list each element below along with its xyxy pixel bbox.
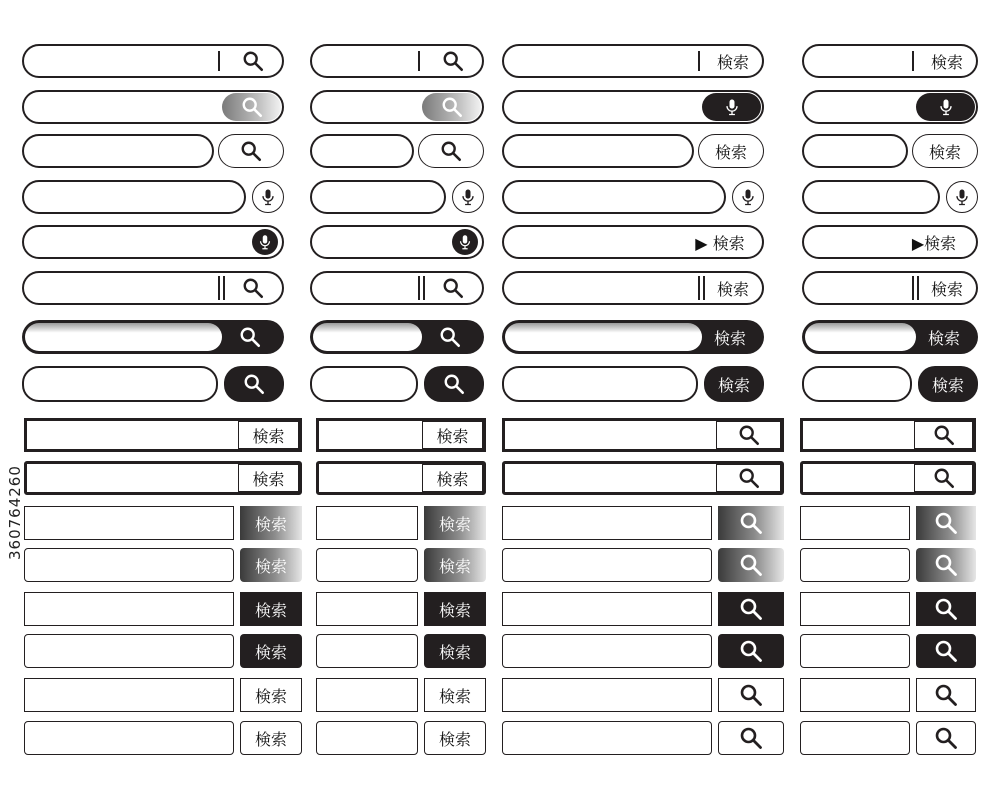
- search-input[interactable]: [800, 678, 910, 712]
- search-button[interactable]: [418, 134, 484, 168]
- search-button[interactable]: [422, 44, 484, 78]
- search-input[interactable]: [22, 225, 284, 259]
- search-input[interactable]: [502, 548, 712, 582]
- search-bar: [310, 271, 484, 305]
- divider: [912, 51, 914, 71]
- search-bar: [316, 634, 486, 668]
- microphone-icon: [722, 97, 742, 117]
- magnifier-icon: [933, 424, 955, 446]
- search-bar: [800, 418, 976, 452]
- search-button[interactable]: [238, 421, 299, 449]
- search-bar: [800, 678, 976, 712]
- search-input[interactable]: [505, 323, 702, 351]
- search-input[interactable]: [502, 506, 712, 540]
- search-button[interactable]: [718, 592, 784, 626]
- button-label: 検索: [438, 514, 471, 534]
- search-input[interactable]: [502, 721, 712, 755]
- button-label: 検索: [716, 52, 749, 72]
- magnifier-icon: [739, 639, 763, 663]
- magnifier-icon: [239, 326, 261, 348]
- search-button[interactable]: [222, 44, 284, 78]
- magnifier-icon: [934, 511, 958, 535]
- search-bar: [502, 418, 784, 452]
- search-bar: [800, 461, 976, 495]
- search-input[interactable]: [800, 506, 910, 540]
- search-input[interactable]: [502, 678, 712, 712]
- search-input[interactable]: [316, 548, 418, 582]
- magnifier-icon: [739, 726, 763, 750]
- microphone-icon: [258, 187, 278, 207]
- search-button[interactable]: [718, 678, 784, 712]
- magnifier-icon: [443, 373, 465, 395]
- search-bar: [22, 320, 284, 354]
- button-label: 検索: [436, 426, 469, 446]
- search-input[interactable]: [800, 548, 910, 582]
- search-input[interactable]: [802, 366, 912, 402]
- magnifier-icon: [934, 639, 958, 663]
- search-bar: [800, 721, 976, 755]
- search-bar: [316, 506, 486, 540]
- search-button[interactable]: [422, 421, 483, 449]
- divider: [218, 276, 220, 300]
- search-bar: [22, 225, 284, 259]
- magnifier-icon: [242, 50, 264, 72]
- button-label: 検索: [717, 375, 750, 395]
- search-bar: [502, 634, 784, 668]
- search-input[interactable]: [800, 634, 910, 668]
- magnifier-icon: [442, 277, 464, 299]
- search-button[interactable]: [718, 506, 784, 540]
- button-label: 検索: [254, 600, 287, 620]
- search-input[interactable]: [22, 180, 246, 214]
- search-button[interactable]: [718, 548, 784, 582]
- search-bar: [24, 506, 302, 540]
- button-label: 検索: [438, 600, 471, 620]
- search-button[interactable]: [916, 548, 976, 582]
- button-label: 検索: [438, 686, 471, 706]
- search-button[interactable]: [424, 548, 486, 582]
- search-input[interactable]: [800, 592, 910, 626]
- search-input[interactable]: [24, 721, 234, 755]
- search-input[interactable]: [802, 134, 908, 168]
- search-bar: [316, 461, 486, 495]
- search-input[interactable]: [316, 678, 418, 712]
- magnifier-icon: [739, 553, 763, 577]
- search-button[interactable]: [916, 93, 975, 121]
- search-button[interactable]: [422, 93, 481, 121]
- search-button[interactable]: [238, 464, 299, 492]
- search-button[interactable]: [718, 634, 784, 668]
- search-button[interactable]: [240, 548, 302, 582]
- search-input[interactable]: [310, 134, 414, 168]
- search-input[interactable]: [316, 721, 418, 755]
- search-bar: [310, 320, 484, 354]
- microphone-icon: [456, 233, 474, 251]
- button-label: 検索: [928, 142, 961, 162]
- search-bar: [802, 366, 978, 400]
- divider: [418, 276, 420, 300]
- search-bar: [802, 320, 978, 354]
- voice-search-button[interactable]: [452, 229, 478, 255]
- search-bar: [502, 180, 764, 214]
- search-bar: [502, 592, 784, 626]
- button-label: 検索: [438, 642, 471, 662]
- search-bar: [502, 225, 764, 259]
- search-bar: [800, 592, 976, 626]
- search-input[interactable]: [310, 180, 446, 214]
- magnifier-icon: [441, 96, 463, 118]
- magnifier-icon: [241, 96, 263, 118]
- search-input[interactable]: [800, 721, 910, 755]
- search-bar: [502, 366, 764, 400]
- search-button[interactable]: [914, 421, 973, 449]
- search-input[interactable]: [22, 134, 214, 168]
- magnifier-icon: [934, 683, 958, 707]
- search-input[interactable]: [24, 548, 234, 582]
- search-button[interactable]: [680, 225, 760, 259]
- button-label: 検索: [254, 556, 287, 576]
- voice-search-button[interactable]: [252, 229, 278, 255]
- magnifier-icon: [934, 553, 958, 577]
- search-button[interactable]: [424, 634, 486, 668]
- magnifier-icon: [439, 326, 461, 348]
- search-bar: [802, 90, 978, 124]
- search-input[interactable]: [25, 323, 222, 351]
- button-label: 検索: [931, 375, 964, 395]
- button-label: 検索: [254, 514, 287, 534]
- search-button[interactable]: [916, 271, 978, 305]
- search-button[interactable]: [716, 464, 781, 492]
- search-button[interactable]: [702, 320, 758, 354]
- search-input[interactable]: [502, 366, 698, 402]
- search-input[interactable]: [316, 506, 418, 540]
- search-button[interactable]: [718, 721, 784, 755]
- button-label: ▶ 検索: [695, 233, 745, 253]
- voice-search-button[interactable]: [732, 181, 764, 213]
- button-label: 検索: [930, 52, 963, 72]
- magnifier-icon: [242, 277, 264, 299]
- search-button[interactable]: [424, 366, 484, 402]
- search-bar: [502, 721, 784, 755]
- search-button[interactable]: [424, 592, 486, 626]
- search-input[interactable]: [24, 634, 234, 668]
- search-bar: [24, 634, 302, 668]
- search-button[interactable]: [222, 93, 281, 121]
- search-button[interactable]: [704, 366, 764, 402]
- search-bar: [22, 366, 284, 400]
- search-bar: [800, 548, 976, 582]
- search-bar: [310, 366, 484, 400]
- search-input[interactable]: [502, 134, 694, 168]
- search-bar: [502, 271, 764, 305]
- search-input[interactable]: [316, 592, 418, 626]
- search-bar: [316, 721, 486, 755]
- search-button[interactable]: [224, 366, 284, 402]
- search-bar: [502, 548, 784, 582]
- search-button[interactable]: [916, 634, 976, 668]
- search-button[interactable]: [222, 271, 284, 305]
- search-input[interactable]: [24, 678, 234, 712]
- search-input[interactable]: [24, 506, 234, 540]
- search-button[interactable]: [240, 592, 302, 626]
- search-button[interactable]: [702, 44, 764, 78]
- search-button[interactable]: [916, 320, 972, 354]
- button-label: 検索: [714, 142, 747, 162]
- search-button[interactable]: [422, 271, 484, 305]
- search-button[interactable]: [240, 506, 302, 540]
- search-input[interactable]: [502, 592, 712, 626]
- magnifier-icon: [739, 597, 763, 621]
- search-bar: [24, 548, 302, 582]
- button-label: 検索: [254, 686, 287, 706]
- divider: [698, 276, 700, 300]
- magnifier-icon: [243, 373, 265, 395]
- search-bar: [502, 506, 784, 540]
- magnifier-icon: [738, 467, 760, 489]
- divider: [218, 51, 220, 71]
- search-bar: [502, 678, 784, 712]
- search-bar: [316, 548, 486, 582]
- search-input[interactable]: [22, 366, 218, 402]
- button-label: ▶検索: [911, 233, 957, 253]
- search-button[interactable]: [422, 320, 478, 354]
- search-button[interactable]: [702, 271, 764, 305]
- search-input[interactable]: [310, 366, 418, 402]
- search-button[interactable]: [702, 93, 761, 121]
- button-label: 検索: [252, 426, 285, 446]
- button-label: 検索: [254, 642, 287, 662]
- search-bar: [310, 225, 484, 259]
- search-input[interactable]: [313, 323, 422, 351]
- search-bar: [316, 678, 486, 712]
- search-bar: [24, 461, 302, 495]
- search-input[interactable]: [502, 180, 726, 214]
- search-button[interactable]: [222, 320, 278, 354]
- search-input[interactable]: [24, 592, 234, 626]
- search-bar: [802, 225, 978, 259]
- search-bar: [310, 44, 484, 78]
- search-bar: [310, 180, 484, 214]
- search-button[interactable]: [916, 678, 976, 712]
- search-button[interactable]: [240, 678, 302, 712]
- button-label: 検索: [927, 328, 960, 348]
- search-button[interactable]: [916, 44, 978, 78]
- search-bar: [502, 320, 764, 354]
- search-button[interactable]: [912, 134, 978, 168]
- search-input[interactable]: [802, 180, 940, 214]
- magnifier-icon: [934, 726, 958, 750]
- search-bar: [316, 592, 486, 626]
- search-button[interactable]: [894, 225, 974, 259]
- voice-search-button[interactable]: [452, 181, 484, 213]
- search-bar: [802, 134, 978, 168]
- magnifier-icon: [739, 683, 763, 707]
- search-bar: [22, 134, 284, 168]
- search-button[interactable]: [914, 464, 973, 492]
- search-bar: [802, 271, 978, 305]
- search-bar: [24, 678, 302, 712]
- search-bar: [24, 721, 302, 755]
- search-button[interactable]: [916, 721, 976, 755]
- search-bar: [24, 592, 302, 626]
- voice-search-button[interactable]: [252, 181, 284, 213]
- search-button[interactable]: [240, 634, 302, 668]
- search-input[interactable]: [316, 634, 418, 668]
- microphone-icon: [738, 187, 758, 207]
- search-bar: [310, 90, 484, 124]
- search-bar: [316, 418, 486, 452]
- search-bar: [22, 90, 284, 124]
- button-label: 検索: [438, 556, 471, 576]
- search-bar: [802, 44, 978, 78]
- search-button[interactable]: [424, 721, 486, 755]
- microphone-icon: [936, 97, 956, 117]
- search-button[interactable]: [916, 506, 976, 540]
- voice-search-button[interactable]: [946, 181, 978, 213]
- button-label: 検索: [438, 729, 471, 749]
- search-bar: [22, 44, 284, 78]
- button-label: 検索: [436, 469, 469, 489]
- search-bar: [802, 180, 978, 214]
- divider: [418, 51, 420, 71]
- magnifier-icon: [739, 511, 763, 535]
- divider: [912, 276, 914, 300]
- button-label: 検索: [252, 469, 285, 489]
- magnifier-icon: [442, 50, 464, 72]
- magnifier-icon: [240, 140, 262, 162]
- search-bar: [502, 461, 784, 495]
- microphone-icon: [256, 233, 274, 251]
- magnifier-icon: [738, 424, 760, 446]
- button-label: 検索: [254, 729, 287, 749]
- search-bar: [22, 180, 284, 214]
- search-bar: [502, 90, 764, 124]
- magnifier-icon: [934, 597, 958, 621]
- search-button[interactable]: [218, 134, 284, 168]
- search-button[interactable]: [698, 134, 764, 168]
- search-button[interactable]: [240, 721, 302, 755]
- search-bar: [800, 506, 976, 540]
- magnifier-icon: [933, 467, 955, 489]
- search-bar: [502, 44, 764, 78]
- search-bar: [800, 634, 976, 668]
- button-label: 検索: [713, 328, 746, 348]
- microphone-icon: [952, 187, 972, 207]
- divider: [698, 51, 700, 71]
- stock-id-watermark: 360764260: [6, 465, 24, 560]
- search-button[interactable]: [424, 506, 486, 540]
- search-button[interactable]: [716, 421, 781, 449]
- search-input[interactable]: [502, 634, 712, 668]
- search-bar: [502, 134, 764, 168]
- search-button[interactable]: [424, 678, 486, 712]
- search-button[interactable]: [916, 592, 976, 626]
- button-label: 検索: [716, 279, 749, 299]
- search-input[interactable]: [805, 323, 916, 351]
- search-button[interactable]: [422, 464, 483, 492]
- search-bar: [22, 271, 284, 305]
- magnifier-icon: [440, 140, 462, 162]
- search-bar: [24, 418, 302, 452]
- search-bar: [310, 134, 484, 168]
- button-label: 検索: [930, 279, 963, 299]
- microphone-icon: [458, 187, 478, 207]
- search-button[interactable]: [918, 366, 978, 402]
